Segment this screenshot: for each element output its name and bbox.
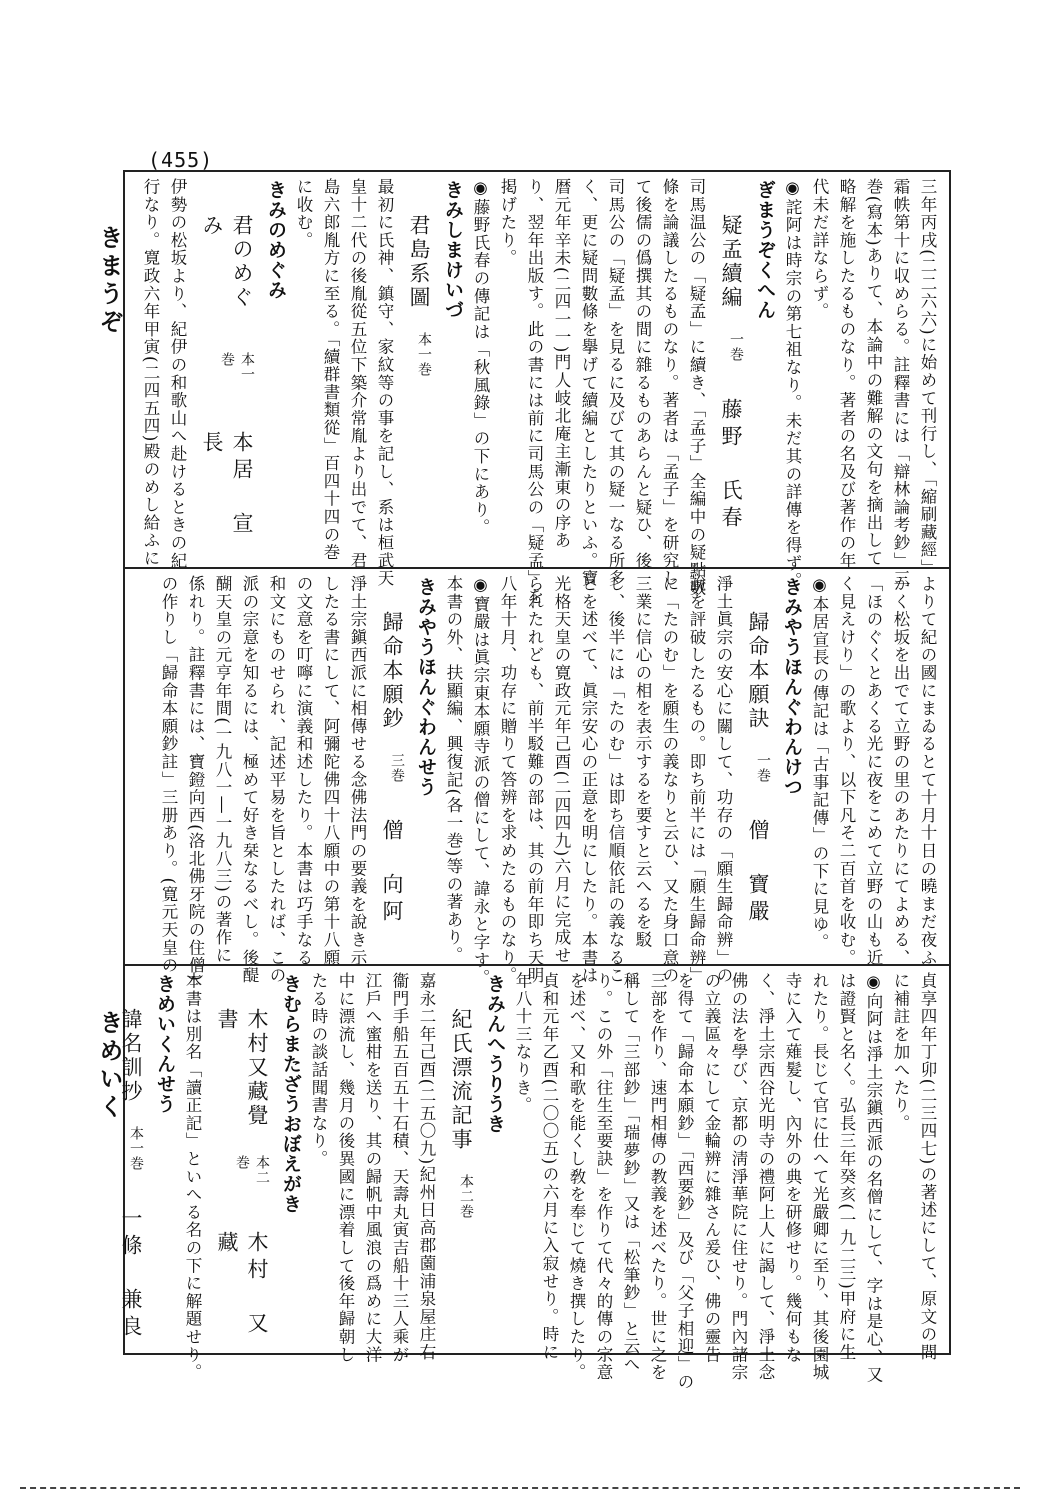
text-line: し、後半には「たのむ」は即ち信順依託の義なるこ [606,575,625,985]
entry-volumes: 一巻 [728,332,744,362]
text-line: 派の宗意を知るには、極めて好き栞なるべし。後醍 [240,575,259,985]
entry-kimi-no-megumi [257,178,290,561]
text-line: ◉藤野氏春の傳記は「秋風錄」の下にあり。 [471,178,490,537]
text-line: 三年丙戌(二二六六)に始めて刊行し、「縮刷藏經」 [918,178,937,577]
entry-volumes: 本一巻 [128,1126,144,1171]
text-line: り、翌年出版す。此の書には前に司馬公の「疑孟」を [525,178,544,606]
page-number: (455) [148,148,214,172]
text-line: 本書は別名「讀正記」といへる名の下に解題せり。 [183,972,202,1382]
entry-title-line [212,972,272,1348]
text-line: を得て「歸命本願鈔」「西要鈔」及び「父子相迎」の [675,972,694,1391]
entry-title: 諱名訓抄 [119,1008,143,1104]
entry-kimishima-keizu [434,178,467,561]
entry-title: 君のめぐみ [200,214,254,310]
entry-kimei-kunshou [146,972,179,1348]
text-line: 最初に氏神、鎮守、家紋等の事を記し、系は桓武天 [375,178,394,588]
text-line: く見えけり」の歌より、以下凡そ二百首を收む。 [837,575,856,967]
text-line: は證賢と名く。弘長三年癸亥(一九二三)甲府に生 [837,972,856,1362]
entry-title-block [737,575,773,958]
text-line: られたれども、前半駁難の部は、其の前年即ち天明 [525,575,544,985]
text-line: 嘉永二年己酉(二五〇九)紀州日高郡薗浦泉屋庄右 [417,972,436,1362]
running-head-top: きまうぞ [95,225,124,337]
entry-title-block [440,972,476,1348]
text-line: を述べ、又和歌を能くし敎を奉じて燒き撰したり。 [567,972,586,1382]
text-line: 貞享四年丁卯(二三四七)の著述にして、原文の間 [918,972,937,1362]
text-line: 三部を作り、速門相傳の教義を述べたり。世に之を [648,972,667,1382]
entry-author: 藤野 氏春 [719,398,743,533]
entry-volumes: 三巻 [389,753,405,783]
text-line: ◉本居宣長の傳記は「古事記傳」の下に見ゆ。 [810,575,829,952]
text-line: ◉寶嚴は眞宗東本願寺派の僧にして、諱永と字す。 [471,575,490,987]
entry-title-block [191,178,257,561]
text-line: 巻(寫本)ありて、本論中の難解の文句を摘出して [864,178,883,568]
entry-body [305,972,440,1364]
text-line: 三業に信心の相を表示するを要すと云へるを駁 [633,575,652,949]
entry-reading: きみのめぐみ [265,180,287,300]
text-line: 掲げたり。 [498,178,517,267]
text-line: 司馬公の「疑孟」を見るに及びて其の疑一なる所多 [606,178,625,588]
entry-title-block [371,575,407,958]
band-top [125,172,949,606]
text-line: 說を評破したるもの。即ち前半には「願生歸命辨」 [687,575,706,985]
entry-title: 紀氏漂流記事 [449,1008,473,1152]
entry-author: 木村 又藏 [215,1230,269,1339]
entry-title: 木村又藏覺書 [215,1008,269,1128]
entry-title-line [377,575,407,958]
text-line: 貞和元年乙酉(二〇〇五)の六月に入寂せり。時に [540,972,559,1362]
entry-title: 歸命本願鈔 [380,611,404,731]
entry-body [137,178,191,570]
entry-title-block [206,972,272,1348]
text-line: ◉向阿は淨土宗鎭西派の名僧にして、字は是心、又 [864,972,883,1384]
text-line: て後儒の僞撰其の間に雜るものあらんと疑ひ、後 [633,178,652,570]
entry-title-line [116,972,146,1348]
text-line: 江戶へ蜜柑を送り、其の歸帆中風浪の爲めに大洋 [363,972,382,1364]
text-line: に收む。 [294,178,313,250]
text-line: たる時の談話聞書なり。 [309,972,328,1168]
continued-text-top [779,178,941,590]
text-line: に「たのむ」を願生の義なりと云ひ、又た身口意の [660,575,679,985]
text-line: 行なり。寛政六年甲寅(二四五四)殿のめし給ふに [141,178,160,568]
text-line: り。この外「往生至要訣」を作りて代々的傳の宗意 [594,972,613,1382]
entry-reading: きめいくんせう [154,974,176,1114]
band-bottom [119,966,949,1391]
entry-volumes: 本一巻 [219,351,255,382]
text-line: 八年十月、功存に贈りて答辨を求めたるものなり。 [498,575,517,985]
text-line: 暦元年辛未(二四一一)門人岐北庵主漸東の序あ [552,178,571,550]
text-line: 霜帙第十に収めらる。註釋書には「辯林論考鈔」三 [891,178,910,588]
text-line: よりて紀の國にまゐるとて十月十日の曉まだ夜ふ [918,575,937,967]
running-head-bottom: きめいく [95,1010,124,1122]
text-line: 伊勢の松坂より、紀伊の和歌山へ赴けるときの紀 [168,178,187,570]
entry-reading: ぎまうぞくへん [754,180,776,320]
text-line: く、淨土宗西谷光明寺の禮阿上人に謁して、淨土念 [756,972,775,1382]
text-line: 略解を施したるものなり。著者の名及び著作の年 [837,178,856,570]
entry-reading: きみしまけいづ [442,180,464,320]
entry-title-line [404,178,434,561]
continued-text-middle [806,575,941,967]
entry-body [155,575,371,985]
text-line: 本書の外、扶顯編、興復記(各一巻)等の著あり。 [444,575,463,965]
entry-author: 僧 寶嚴 [746,819,770,927]
text-line: 寺に入て薙髮し、內外の典を研修せり。幾何もな [783,972,802,1364]
entry-author: 僧 向阿 [380,819,404,927]
entry-title-line [197,178,257,561]
entry-kimura-matazou-oboegaki [272,972,305,1348]
entry-title: 疑孟續編 [719,214,743,310]
continued-text-bottom [509,972,941,1391]
entry-reading: きむらまたざうおぼえがき [280,974,302,1214]
text-line: 佛の法を學び、京都の淸淨華院に住せり。門內諸宗 [729,972,748,1382]
text-line: く、更に疑問數條を擧げて續編としたりといふ。寶 [579,178,598,588]
entry-title-block [398,178,434,561]
entry-volumes: 本二巻 [234,1155,270,1186]
text-line: 代未だ詳ならず。 [810,178,829,321]
text-line: 淨土眞宗の安心に關して、功存の「願生歸命辨」の [714,575,733,985]
entry-title: 君島系圖 [407,214,431,310]
entry-title: 歸命本願訣 [746,611,770,731]
entry-author: 本居 宣長 [200,430,254,539]
entry-volumes: 一巻 [755,753,771,783]
entry-body [440,575,737,987]
text-line: ◉詫阿は時宗の第七祖なり。未だ其の詳傳を得ず。 [783,178,802,590]
text-line: かく松坂を出でて立野の里のあたりにてよめる、 [891,575,910,967]
entry-reading: きみやうほんぐわんせう [415,577,437,797]
text-line: れたり。長じて官に仕へて光嚴卿に至り、其後園城 [810,972,829,1382]
page-frame [119,170,951,1391]
text-line: 皇十二代の後胤從五位下築介常胤より出でて、君 [348,178,367,570]
entry-title-line [743,575,773,958]
bottom-scan-artifact [20,1487,1020,1493]
text-line: の文意を叮嚀に演義和述したり。本書は巧手なる [294,575,313,967]
text-line: の作りし「歸命本願鈔註」三册あり。(寛元天皇の [159,575,178,975]
entry-reading: きみんへうりうき [484,974,506,1134]
entry-reading: きみやうほんぐわんけつ [781,577,803,797]
entry-author: 一條 兼良 [119,1207,143,1342]
entry-body [179,972,206,1382]
text-line: 光格天皇の寛政元年己酉(二四四九)六月に完成せ [552,575,571,965]
text-line: 醐天皇の元亨年間(一九八一―一九八三)の著作に [213,575,232,965]
entry-title-line [446,972,476,1348]
entry-volumes: 本二巻 [458,1174,474,1219]
entry-body [290,178,398,588]
text-line: の立義區々にして金輪辨に雜さん爰ひ、佛の靈告 [702,972,721,1364]
text-line: 中に漂流し、幾月の後異國に漂着して後年歸朝し [336,972,355,1364]
text-line: 島六郎胤方に至る。「續群書類從」百四十四の巻 [321,178,340,562]
text-line: 淨土宗鎭西派に相傳せる念佛法門の要義を說き示 [348,575,367,967]
entry-kimyou-hongan-shou [407,575,440,958]
entry-title-block [110,972,146,1348]
text-line: 年八十三なりき。 [513,972,532,1115]
text-line: 係れり。註釋書には、寶鐙向西(洛北佛牙院の住僧) [186,575,205,983]
text-line: に補註を加へたり。 [891,972,910,1133]
band-middle [125,569,949,987]
entry-kimin-hyouryuuki [476,972,509,1348]
text-line: 衞門手船五百五十石積、天壽丸寅吉船十三人乘が [390,972,409,1364]
entry-gimou-zokuhen [746,178,779,561]
text-line: 條を論議したるものなり。著者は「孟子」を研究し [660,178,679,588]
text-line: とを述べて、眞宗安心の正意を明にしたり。本書は [579,575,598,985]
entry-body [467,178,710,606]
text-line: 「ほのぐくとあくる光に夜をこめて立野の山も近 [864,575,883,967]
entry-title-block [710,178,746,561]
text-line: 稱して「三部鈔」「瑞夢鈔」又は「松筆鈔」と云へ [621,972,640,1374]
entry-kimyou-hongan-ketsu [773,575,806,958]
entry-volumes: 本一巻 [416,332,432,377]
entry-title-line [716,178,746,561]
text-line: 和文にものせられ、記述平易を旨としたれば、この [267,575,286,985]
text-line: 司馬温公の「疑孟」に續き、「孟子」全編中の疑點數 [687,178,706,597]
text-line: したる書にして、阿彌陀佛四十八願中の第十八願 [321,575,340,967]
